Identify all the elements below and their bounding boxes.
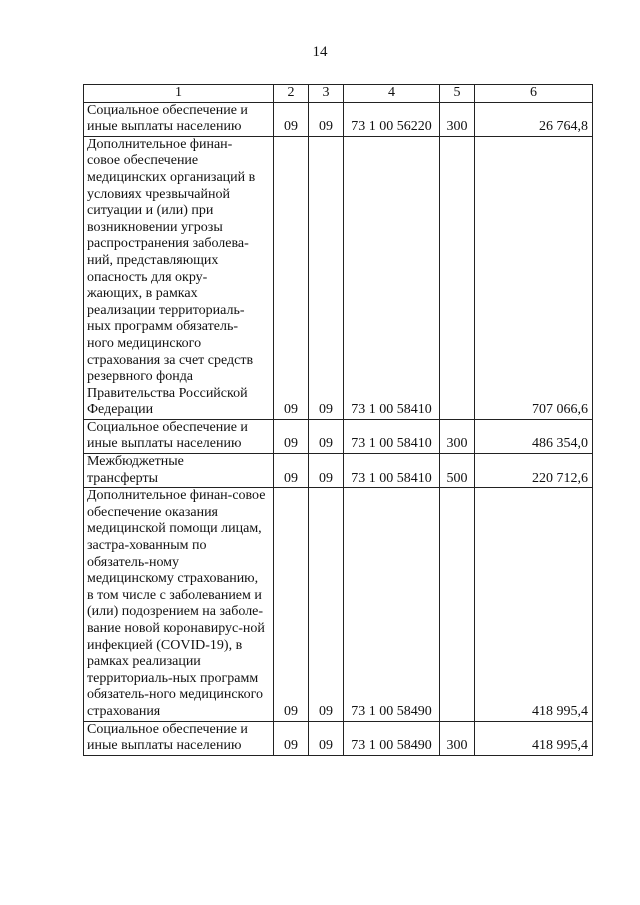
section-code: 09 xyxy=(274,102,309,136)
section-code: 09 xyxy=(274,454,309,488)
header-cell-6: 6 xyxy=(475,85,593,103)
row-name-cell xyxy=(84,102,274,136)
header-cell-2: 2 xyxy=(274,85,309,103)
subsection-code: 09 xyxy=(309,102,344,136)
row-name: Социальное обеспечение и иные выплаты населению xyxy=(87,102,248,135)
expense-type-code xyxy=(440,488,475,721)
row-name: Социальное обеспечение и иные выплаты населению xyxy=(87,721,248,754)
amount-value: 220 712,6 xyxy=(475,454,593,488)
amount-value: 26 764,8 xyxy=(475,102,593,136)
target-article-code: 73 1 00 58490 xyxy=(344,488,440,721)
table-row xyxy=(84,488,593,721)
subsection-code: 09 xyxy=(309,419,344,453)
row-name-cell xyxy=(84,721,274,755)
expense-type-code: 300 xyxy=(440,721,475,755)
amount-value: 486 354,0 xyxy=(475,419,593,453)
section-code: 09 xyxy=(274,488,309,721)
row-name-cell xyxy=(84,419,274,453)
table-row xyxy=(84,721,593,755)
row-name-cell xyxy=(84,454,274,488)
target-article-code: 73 1 00 58410 xyxy=(344,454,440,488)
table-row xyxy=(84,102,593,136)
row-name-cell xyxy=(84,136,274,419)
target-article-code: 73 1 00 58490 xyxy=(344,721,440,755)
expense-type-code: 300 xyxy=(440,419,475,453)
section-code: 09 xyxy=(274,721,309,755)
page-number: 14 xyxy=(312,44,328,60)
header-cell-5: 5 xyxy=(440,85,475,103)
amount-value: 418 995,4 xyxy=(475,721,593,755)
section-code: 09 xyxy=(274,136,309,419)
target-article-code: 73 1 00 58410 xyxy=(344,419,440,453)
expense-type-code: 500 xyxy=(440,454,475,488)
row-name-cell xyxy=(84,488,274,721)
row-name: Межбюджетные трансферты xyxy=(87,454,184,486)
table-row xyxy=(84,454,593,488)
table-row xyxy=(84,136,593,419)
subsection-code: 09 xyxy=(309,488,344,721)
row-name: Дополнительное финан-совое обеспечение медицинских организаций в условиях чрезвычайной ситуации и (или) при возникновении угрозы распространения заболева-ний, представляющих опасность для окру-жающих, в рамках реализации территориаль-ных программ обязатель-ного медицинского страхования за счет средств резервного фонда Правительства Российской Федерации xyxy=(87,136,256,418)
expense-type-code xyxy=(440,136,475,419)
amount-value: 707 066,6 xyxy=(475,136,593,419)
amount-value: 418 995,4 xyxy=(475,488,593,721)
subsection-code: 09 xyxy=(309,454,344,488)
section-code: 09 xyxy=(274,419,309,453)
header-cell-4: 4 xyxy=(344,85,440,103)
budget-table xyxy=(83,84,593,756)
header-cell-3: 3 xyxy=(309,85,344,103)
expense-type-code: 300 xyxy=(440,102,475,136)
header-cell-1: 1 xyxy=(84,85,274,103)
table-header-row xyxy=(84,85,593,103)
target-article-code: 73 1 00 58410 xyxy=(344,136,440,419)
target-article-code: 73 1 00 56220 xyxy=(344,102,440,136)
row-name: Социальное обеспечение и иные выплаты населению xyxy=(87,419,248,452)
subsection-code: 09 xyxy=(309,721,344,755)
row-name: Дополнительное финан-совое обеспечение оказания медицинской помощи лицам, застра-хованным по обязатель-ному медицинскому страхованию, в том числе с заболеванием и (или) подозрением на заболе-вание новой коронавирус-ной инфекцией (COVID-19), в рамках реализации территориаль-ных программ обязатель-ного медицинского страхования xyxy=(87,488,266,719)
table-row xyxy=(84,419,593,453)
subsection-code: 09 xyxy=(309,136,344,419)
